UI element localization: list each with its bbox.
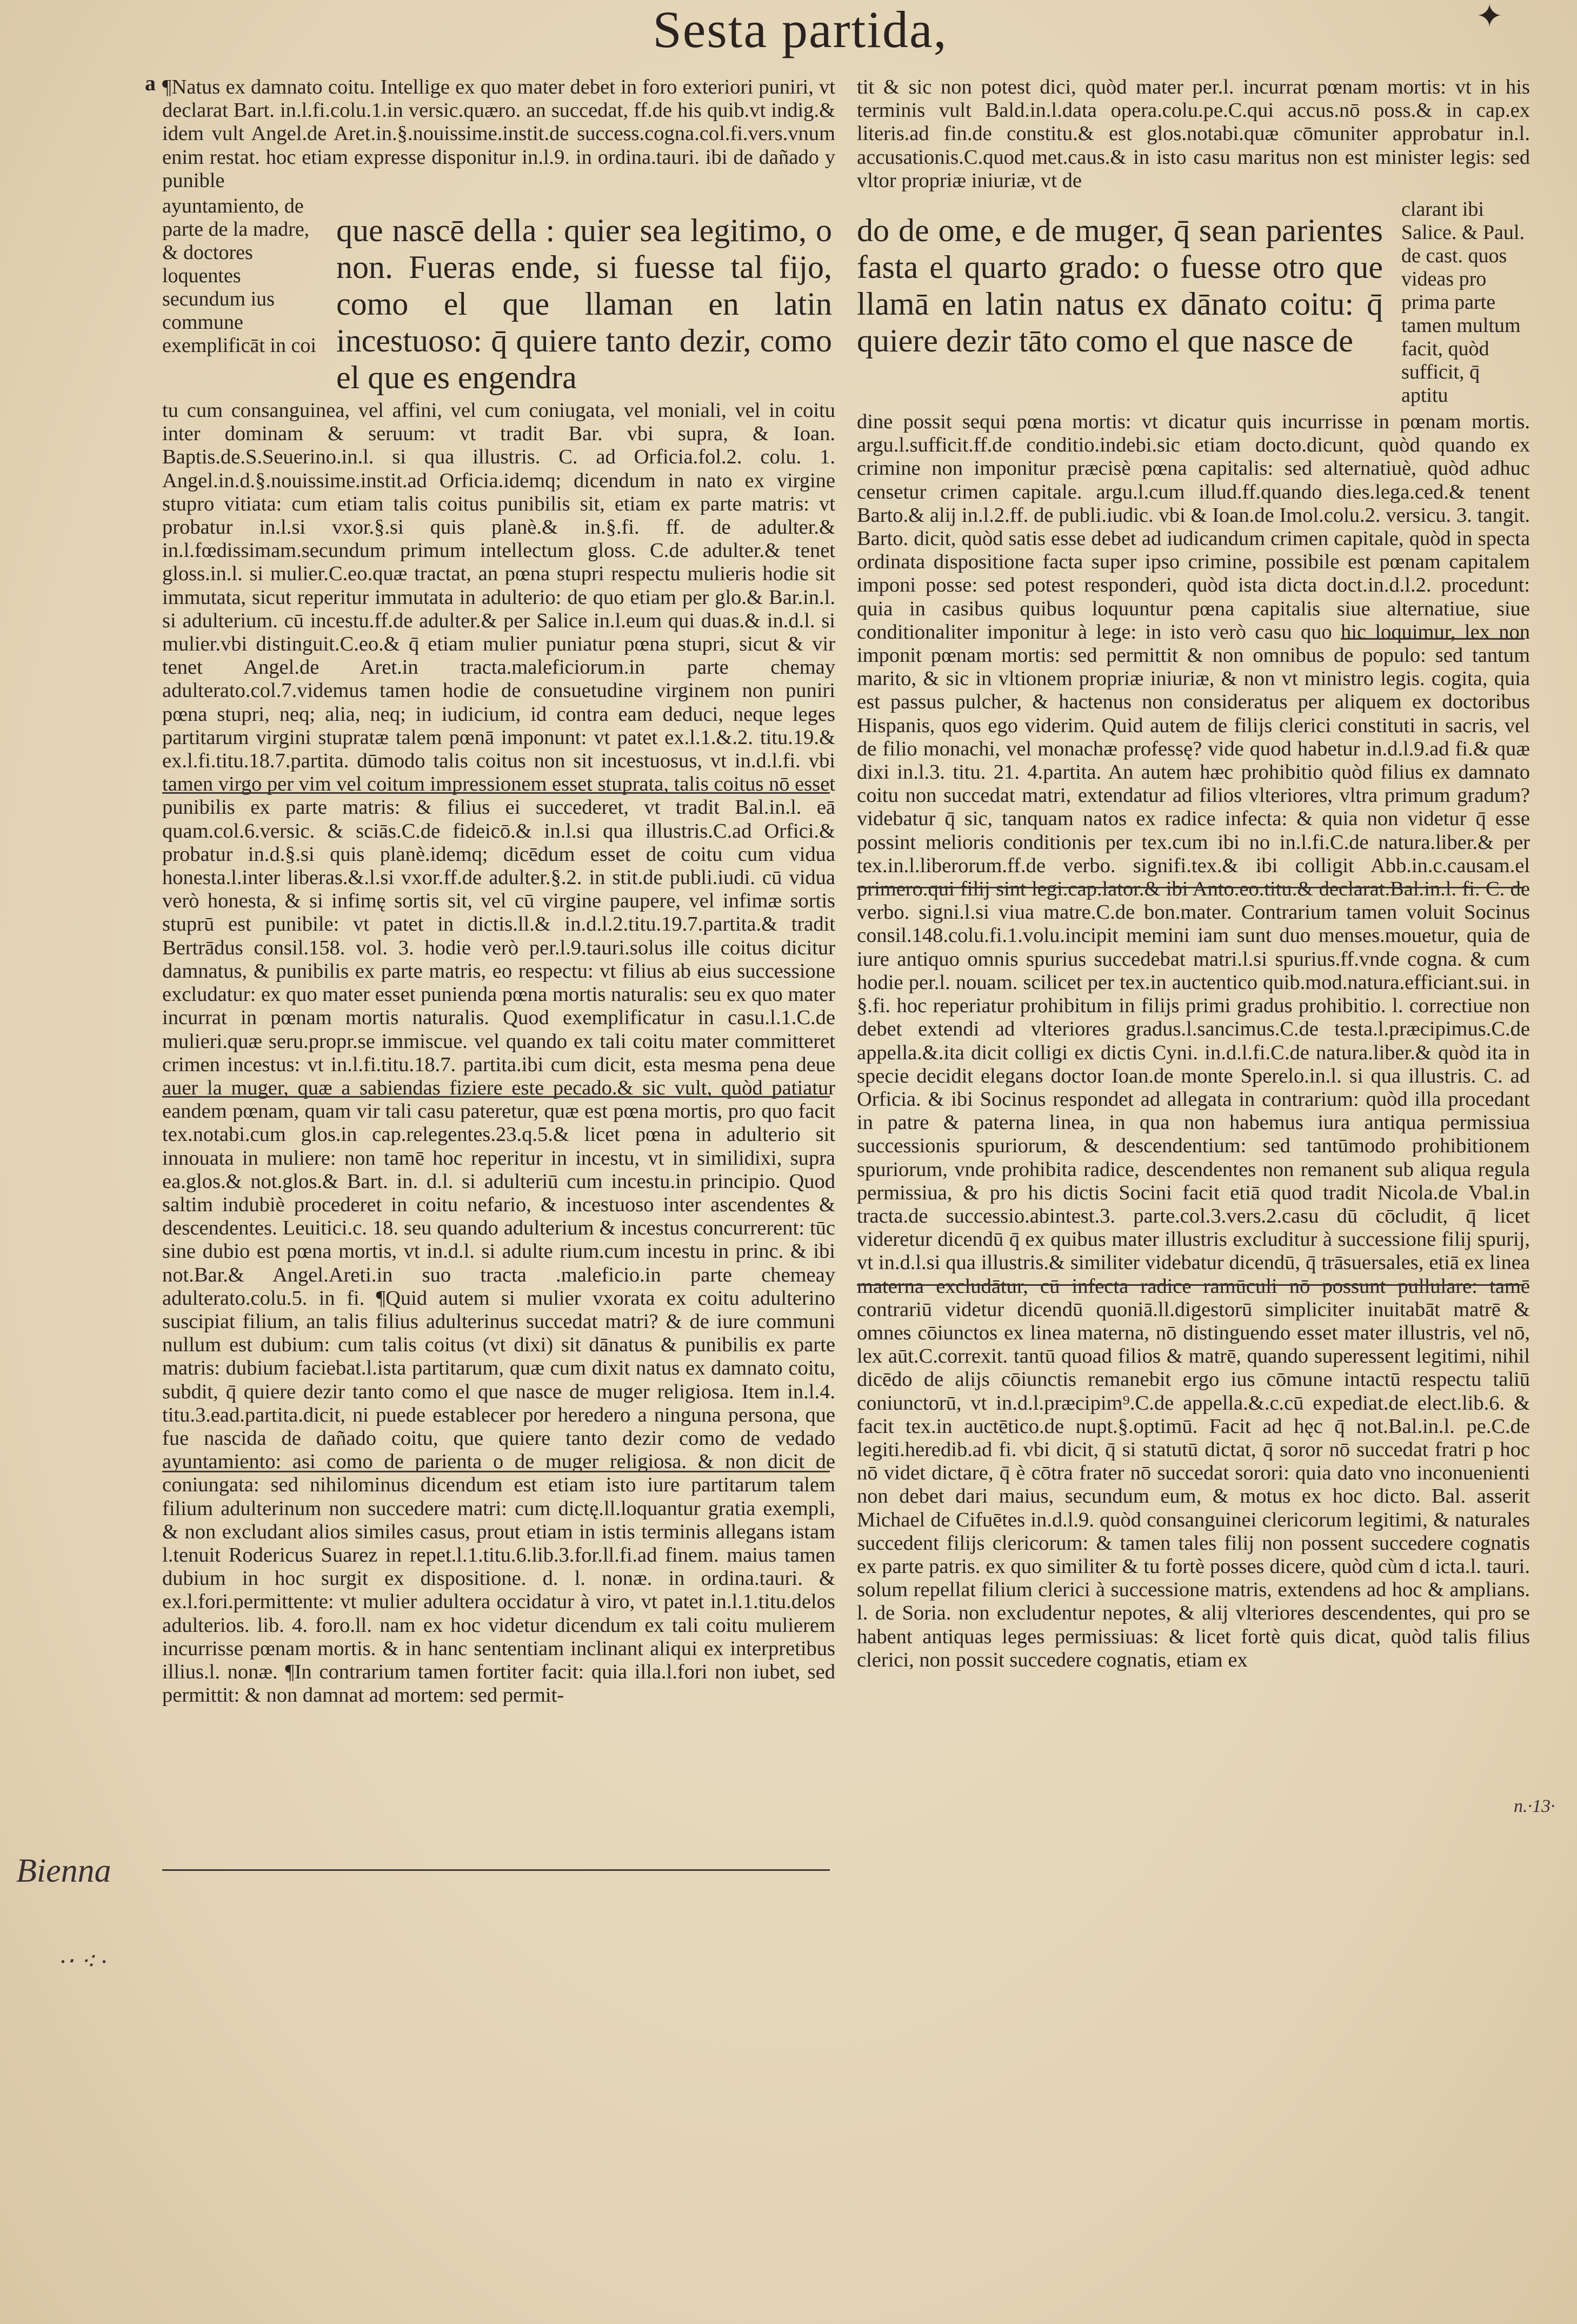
left-main-commentary: tu cum consanguinea, vel affini, vel cum coniugata, vel moniali, vel in coitu inter dominam & seruum: vt tradit Bar. vbi supra, & Ioan. Baptis.de.S.Seuerino.in.l. si qua illustris. C. ad Orficia.fol.2. colu. 1. Angel.in.d.§.nouissime.instit.ad Orficia.idemq; dicendum in nato ex virgine stupro vitiata: cum etiam talis coitus punibilis sit, etiam ex parte matris: vt probatur in.l.si vxor.§.si quis planè.& in.§.fi. ff. de adulter.& in.l.fœdissimam.secundum primum intellectum gloss. C.de adulter.& tenet gloss.in.l. si mulier.C.eo.quæ tractat, an pœna stupri respectu mulieris hodie sit immutata, sicut reperitur immutata in adulterio: de quo etiam per glo.& Bar.in.l. si adulterium. cū incestu.ff.de adulter.& per Salice in.l.eum qui duas.& in.d.l. si mulier.vbi distinguit.C.eo.& q̄ etiam mulier puniatur pœna stupri, sicut & vir tenet Angel.de Aret.in tracta.maleficiorum.in parte chemay adulterato.col.7.videmus tamen hodie de consuetudine virginem non puniri pœna stupri, neq; alia, neq; in iudicium, id contra eam deduci, neque leges partitarum virgini stupratæ talem pœnā imponunt: vt patet ex.l.1.&.2. titu.19.& ex.l.fi.titu.18.7.partita. dūmodo talis coitus non sit incestuosus, vt in.d.l.fi. vbi tamen virgo per vim vel coitum impressionem esset stuprata, talis coitus nō esset punibilis ex parte matris: & filius ei succederet, vt tradit Bal.in.l. eā quam.col.6.versic. & sciās.C.de fideicō.& in.l.si qua illustris.C.ad Orfici.& probatur in.d.§.si quis planè.idemq; dicēdum esset de coitu cum vidua honesta.l.inter liberas.&.l.si vxor.ff.de adulter.§.2. in stit.de publi.iudi. cū vidua verò honesta, & si infimę sortis sit, vel cū virgine paupere, vel infimæ sortis stuprū est punibile: vt patet in dictis.ll.& in.d.l.2.titu.19.7.partita.& tradit Bertrādus consil.158. vol. 3. hodie verò per.l.9.tauri.solus ille coitus dicitur damnatus, & punibilis ex parte matris, eo respectu: vt filius ab eius successione excludatur: ex quo mater esset punienda pœna mortis naturalis: seu ex quo mater incurrat in pœnam mortis naturalis. Quod exemplificatur in casu.l.1.C.de mulieri.quæ seru.propr.se immiscue. vel quando ex tali coitu mater committeret crimen incestus: vt in.l.fi.titu.18.7. partita.ibi cum dicit, esta mesma pena deue auer la muger, quæ a sabiendas fiziere este pecado.& sic vult, quòd patiatur eandem pœnam, quam vir tali casu pateretur, quæ est pœna mortis, pro quo facit tex.notabi.cum glos.in cap.relegentes.23.q.5.& licet pœna in adulterio sit innouata in muliere: non tamē hoc reperitur in incestu, vt in similidixi, supra ea.glos.& not.glos.& Bart. in. d.l. si adulteriū cum incestu.in principio. Quod saltim indubiè procederet in coitu nefario, & incestuoso inter ascendentes & descendentes. Leuitici.c. 18. seu quando adulterium & incestus concurrerent: tūc sine dubio est pœna mortis, vt in.d.l. si adulte rium.cum incestu in princ. & ibi not.Bar.& Angel.Areti.in suo tracta .maleficio.in parte chemeay adulterato.colu.5. in fi. ¶Quid autem si mulier vxorata ex coitu adulterino suscipiat filium, an talis filius adulterinus succedat matri? & de iure communi nullum est dubium: cum talis coitus (vt dixi) sit dānatus & punibilis ex parte matris: dubium faciebat.l.ista partitarum, quæ cum dixit natus ex damnato coitu, subdit, q̄ quiere dezir tanto como el que nasce de muger religiosa. Item in.l.4. titu.3.ead.partita.dicit, ni puede establecer por heredero a ninguna persona, que fue nascida de dañado coitu, que quiere tanto dezir como de vedado ayuntamiento: asi como de parienta o de muger religiosa. & non dicit de coniungata: sed nihilominus dicendum est etiam isto iure partitarum talem filium adulterinum non succedere matri: cum dictę.ll.loquantur gratia exempli, & non excludant alios similes casus, prout etiam in istis terminis allegans istam l.tenuit Rodericus Suarez in repet.l.1.titu.6.lib.3.for.ll.fi.ad finem. maius tamen dubium in hoc surgit ex dispositione. d. l. nonæ. in ordina.tauri. & ex.l.fori.permittente: vt mulier adultera occidatur à viro, vt patet in.l.1.titu.delos adulterios. lib. 4. foro.ll. nam ex hoc videtur dicendum ex tali coitu mulierem incurrisse pœnam mortis. & in hanc sententiam inclinant aliqui ex interpretibus illius.l. nonæ. ¶In contrarium tamen fortiter facit: quia illa.l.fori non iubet, sed permittit: & non damnat ad mortem: sed permit-: [162, 399, 835, 1707]
left-law-text-block: [162, 195, 835, 396]
left-intro-paragraph: ¶Natus ex damnato coitu. Intellige ex quo mater debet in foro exteriori puniri, vt declarat Bart. in.l.fi.colu.1.in versic.quæro. an succedat, ff.de his quib.vt indig.& idem vult Angel.de Aret.in.§.nouissime.instit.de success.cogna.col.fi.vers.vnum enim restat. hoc etiam expresse disponitur in.l.9. in ordina.tauri. ibi de dañado y punible: [162, 76, 835, 192]
underline-mark: [857, 887, 1525, 888]
page-title: Sesta partida,: [653, 1, 948, 58]
margin-letter: a: [145, 71, 156, 95]
underline-mark: [162, 792, 830, 794]
right-main-commentary: dine possit sequi pœna mortis: vt dicatur quis incurrisse in pœnam mortis. argu.l.sufficit.ff.de conditio.indebi.sic etiam docto.dicunt, quòd quando ex crimine non imponitur præcisè pœna capitalis: sed alternatiuè, quòd adhuc censetur crimen capitale. argu.l.cum illud.ff.quando dies.lega.ced.& tenent Barto.& alij in.l.2.ff. de publi.iudic. vbi & Ioan.de Imol.colu.2. versicu. 3. tangit. Barto. dicit, quòd satis esse debet ad iudicandum crimen capitale, quòd in specta ordinata dispositione facta super ipso crimine, possibile est pœnam capitalem imponi posse: sed potest responderi, quòd ista dicta doct.in.d.l.2. procedunt: quia in casibus quibus loquuntur pœna capitalis siue alternatiue, siue conditionaliter imponitur à lege: in isto verò casu quo hic loquimur, lex non imponit pœnam mortis: sed permittit & non omnibus de populo: sed tantum marito, & sic in vltionem propriæ iniuriæ, & non vt ministro legis. cogita, quia est passus pulcher, & hactenus non consideratus per aliquem ex doctoribus Hispanis, quos ego viderim. Quid autem de filijs clerici constituti in sacris, vel de filio monachi, vel monachæ professę? vide quod habetur in.d.l.9.ad fi.& quæ dixi in.l.3. titu. 21. 4.partita. An autem hæc prohibitio quòd filius ex damnato coitu non succedat matri, extendatur ad filios vlteriores, vltra primum gradum? videbatur q̄ sic, tanquam natos ex radice infecta: & quia non videtur q̄ esse possint melioris conditionis per tex.cum ibi no in.l.fi.C.de natura.liber.& per tex.in.l.liberorum.ff.de verbo. signifi.tex.& ibi colligit Abb.in.c.causam.el primero.qui filij sint legi.cap.lator.& ibi Anto.eo.titu.& declarat.Bal.in.l. fi. C. de verbo. signi.l.si viua matre.C.de bon.mater. Contrarium tamen voluit Socinus consil.148.colu.fi.1.volu.incipit memini iam sunt duo menses.mouetur, quia de iure antiquo omnis spurius succedebat matri.l.si spurius.ff.vnde cogna. & cum hodie per.l. nouam. scilicet per tex.in auctentico quib.mod.natura.efficiant.sui. in §.fi. hoc reperiatur prohibitum in filijs primi gradus prohibitio. l. correctiue non debet extendi ad vlteriores gradus.l.sancimus.C.de testa.l.præcipimus.C.de appella.&.ita dicit colligi ex dictis Cyni. in.d.l.fi.C.de natura.liber.& quòd ita in specie decidit elegans doctor Ioan.de monte Sperelo.in.l. si qua illustris. C. ad Orficia. & ibi Socinus respondet ad allegata in contrarium: quòd illa procedant in patre & paterna linea, in qua non habemus iura antiqua permissiua successionis spuriorum, & descendentium: sed tantūmodo prohibitionem spuriorum, vnde prohibita radice, descendentes non remanent sub aliqua regula permissiua, & pro his dictis Socini facit etiā quod tradit Nicola.de Vbal.in tracta.de successio.abintest.3. parte.col.3.vers.2.casu dū cōcludit, q̄ licet videretur dicendū q̄ ex quibus mater illustris excluditur à successione filij spurij, vt in.d.l.si qua illustris.& similiter videbatur dicendū, q̄ trāsuersales, etiā ex linea materna excludātur, cū infecta radice ramūculi nō possunt pullulare: tamē contrariū videtur dicendū quoniā.ll.digestorū simpliciter inuitabāt matrē & omnes cōiunctos ex linea materna, nō distinguendo esset mater illustris, vel nō, lex aūt.C.correxit. tantū quoad filios & matrē, quando superessent legitimi, nihil dicēdo de alijs cōiunctis remanebit ergo ius cōmune intactū respectu taliū coniunctorū, vt in.d.l.præcipim⁹.C.de appella.&.c.cū expediat.de elect.lib.6. & facit tex.in auctētico.de nupt.§.optimū. Facit ad hęc q̄ not.Bal.in.l. pe.C.de legiti.heredib.ad fi. vbi dicit, q̄ si statutū dictat, q̄ soror nō succedat fratri p hoc nō videt dictare, q̄ è cōtra frater nō succedat sorori: quia dato vno inconuenienti non debet dari maius, secundum eum, & motus ex hoc dicto. Bal. asserit Michael de Cifuētes in.d.l.9. quòd consanguinei clericorum legitimi, & naturales succedent filijs clericorum: & tamen tales filij non possent succedere cognatis ex parte patris. ex quo similiter & tu fortè posses dicere, quòd cùm d icta.l. tauri. solum repellat filium clerici à successione matris, extendens ad hoc & amplians. l. de Soria. non excludentur nepotes, & alij vlteriores descendentes, qui pro se habent antiquas leges permissiuas: & licet fortè quis dicat, quòd talis filius clerici, non possit succedere cognatis, etiam ex: [857, 410, 1530, 1671]
underline-mark: [162, 1471, 830, 1472]
underline-mark: [162, 1869, 830, 1871]
underline-mark: [1341, 638, 1525, 640]
right-column: [857, 76, 1530, 1672]
margin-note-dots: ·‧ ⁖ ·: [59, 1948, 107, 1975]
right-intro-paragraph: tit & sic non potest dici, quòd mater per.l. incurrat pœnam mortis: vt in his terminis vult Bald.in.l.data opera.colu.pe.C.qui accus.nō poss.& in cap.ex literis.ad fin.de constitu.& est glos.notabi.quæ cōmuniter approbatur in.l. accusationis.C.quod met.caus.& in isto casu maritus non est minister legis: sed vltor propriæ iniuriæ, vt de: [857, 76, 1530, 192]
right-side-commentary: clarant ibi Salice. & Paul. de cast. quos videas pro prima parte tamen multum facit, quòd sufficit, q̄ aptitu: [1401, 198, 1525, 407]
underline-mark: [162, 1096, 830, 1098]
folio-mark: ✦: [1476, 0, 1503, 34]
left-law-text: que nascē della : quier sea legitimo, o non. Fueras ende, si fuesse tal fijo, como el que llaman en latin incestuoso: q̄ quiere tanto dezir, como el que es engendra: [336, 213, 832, 396]
underline-mark: [857, 1284, 1525, 1286]
margin-note-ref: n.·13·: [1514, 1796, 1555, 1816]
left-side-commentary: ayuntamiento, de parte de la madre, & doctores loquentes secundum ius commune exemplificāt in coi: [162, 195, 316, 357]
right-law-text: do de ome, e de muger, q̄ sean parientes fasta el quarto grado: o fuesse otro que llamā en latin natus ex dānato coitu: q̄ quiere dezir tāto como el que nasce de: [857, 213, 1383, 359]
margin-note-bienna: Bienna: [16, 1852, 111, 1889]
left-column: [162, 76, 835, 1707]
right-law-text-block: [857, 195, 1530, 407]
